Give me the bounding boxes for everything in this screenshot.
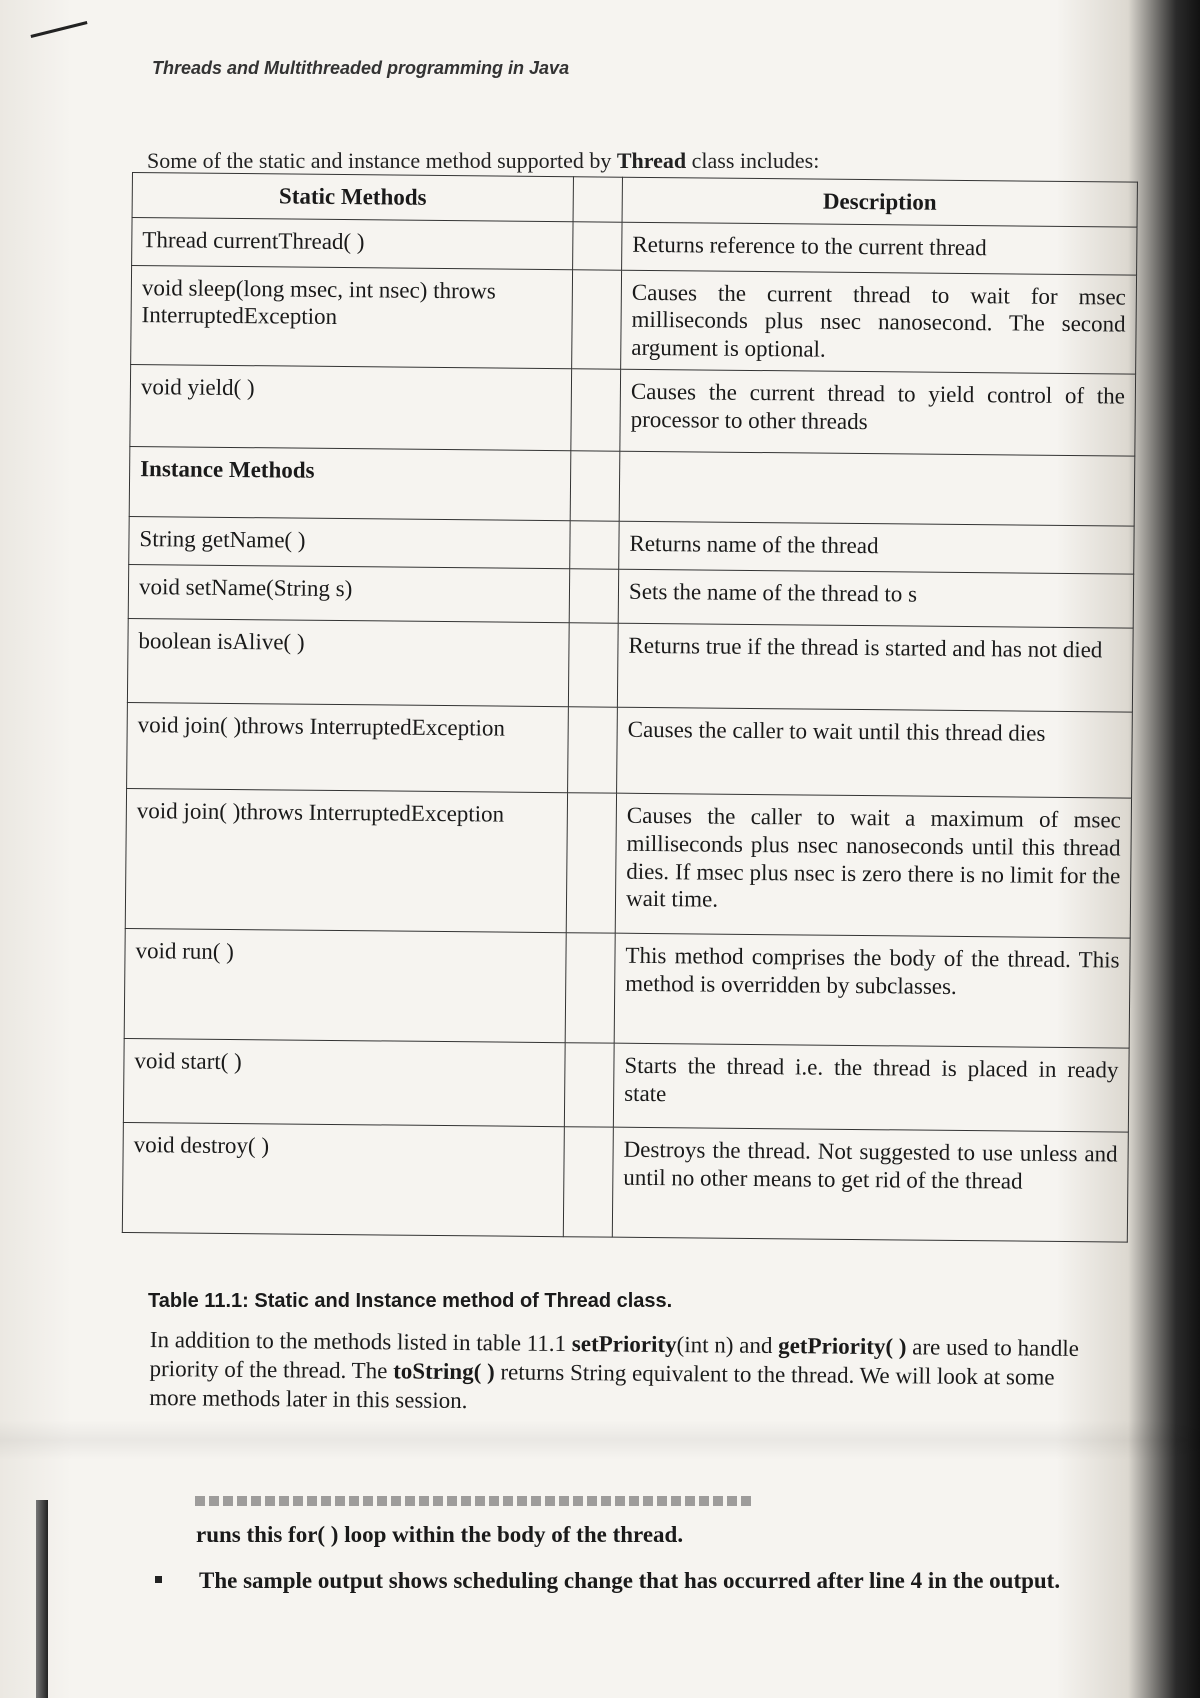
description-cell: Returns name of the thread bbox=[619, 522, 1134, 575]
gap-cell bbox=[564, 1043, 614, 1127]
table-row bbox=[128, 565, 1133, 629]
gap-cell bbox=[565, 933, 615, 1043]
description-cell: Returns reference to the current thread bbox=[622, 222, 1137, 275]
method-cell: void join( )throws InterruptedException bbox=[125, 789, 567, 933]
bullet-item bbox=[155, 1567, 1115, 1595]
para-method-set-priority: setPriority bbox=[571, 1331, 677, 1358]
para-method-to-string: toString( ) bbox=[393, 1358, 495, 1385]
empty-description-cell bbox=[619, 452, 1135, 527]
table-row bbox=[131, 265, 1137, 374]
bullet-icon bbox=[155, 1576, 162, 1583]
description-cell: Causes the caller to wait until this thread dies bbox=[617, 708, 1133, 799]
description-cell: Causes the current thread to yield control of the processor to other threads bbox=[620, 370, 1136, 457]
gap-cell bbox=[569, 569, 619, 623]
method-cell: void run( ) bbox=[124, 929, 566, 1043]
para-text-1: In addition to the methods listed in table 11.1 bbox=[149, 1327, 573, 1357]
description-cell: Causes the current thread to wait for msec milliseconds plus nsec nanosecond. The second argument is optional. bbox=[621, 270, 1137, 375]
gap-cell bbox=[566, 793, 616, 933]
method-cell: void sleep(long msec, int nsec) throws InterruptedException bbox=[131, 265, 573, 369]
table-row bbox=[124, 929, 1130, 1049]
description-cell: Sets the name of the thread to s bbox=[618, 570, 1133, 629]
description-cell: Starts the thread i.e. the thread is placed in ready state bbox=[613, 1044, 1129, 1133]
description-cell: Destroys the thread. Not suggested to use unless and until no other means to get rid of the thread bbox=[612, 1128, 1128, 1243]
method-cell: Thread currentThread( ) bbox=[132, 217, 573, 269]
table-row bbox=[122, 1123, 1128, 1243]
body-paragraph bbox=[149, 1326, 1090, 1421]
method-cell: boolean isAlive( ) bbox=[127, 619, 569, 707]
bullet-text: The sample output shows scheduling change that has occurred after line 4 in the output. bbox=[199, 1568, 1061, 1593]
intro-prefix: Some of the static and instance method supported by bbox=[147, 148, 617, 173]
gap-cell bbox=[568, 707, 618, 793]
pen-mark bbox=[30, 21, 87, 38]
description-header: Description bbox=[622, 177, 1137, 227]
description-cell: Returns true if the thread is started and has not died bbox=[617, 624, 1133, 713]
table-row bbox=[125, 789, 1131, 939]
cut-off-text-line bbox=[195, 1496, 755, 1506]
description-cell: Causes the caller to wait a maximum of msec milliseconds plus nsec nanoseconds until this thread dies. If msec plus nsec is zero there is no limit for the wait time. bbox=[615, 794, 1131, 939]
para-method-get-priority: getPriority( ) bbox=[778, 1333, 907, 1360]
gap-cell bbox=[573, 221, 622, 269]
static-methods-header: Static Methods bbox=[132, 173, 573, 222]
gap-cell bbox=[563, 1127, 613, 1237]
intro-sentence bbox=[147, 148, 819, 174]
method-cell: void setName(String s) bbox=[128, 565, 569, 623]
para-text-3: are used to handle priority of the thread. The bbox=[149, 1334, 1080, 1384]
gap-cell bbox=[570, 451, 620, 521]
intro-class-name: Thread bbox=[616, 148, 687, 173]
gap-cell bbox=[572, 269, 622, 369]
method-cell: void join( )throws InterruptedException bbox=[127, 703, 569, 793]
continuation-line: runs this for( ) loop within the body of the thread. bbox=[196, 1522, 684, 1547]
page-fold bbox=[0, 1420, 1200, 1460]
table-caption: Table 11.1: Static and Instance method of Thread class. bbox=[148, 1290, 673, 1312]
instance-methods-row bbox=[129, 447, 1135, 527]
gap-cell bbox=[568, 623, 618, 707]
binding-shadow bbox=[36, 1500, 48, 1698]
description-cell: This method comprises the body of the thread. This method is overridden by subclasses. bbox=[614, 934, 1130, 1049]
running-header: Threads and Multithreaded programming in Java bbox=[152, 58, 570, 78]
method-cell: String getName( ) bbox=[129, 517, 570, 569]
para-text-4: returns String equivalent to the thread. We will look at some more methods later in this session. bbox=[149, 1359, 1055, 1413]
table-row bbox=[127, 703, 1133, 799]
method-cell: void yield( ) bbox=[130, 365, 572, 451]
gap-cell bbox=[571, 369, 621, 451]
para-text-2: (int n) and bbox=[676, 1332, 779, 1359]
intro-suffix: class includes: bbox=[686, 148, 820, 173]
table-row bbox=[123, 1039, 1129, 1133]
gap-cell bbox=[573, 177, 622, 222]
table-row bbox=[130, 365, 1136, 457]
method-cell: void start( ) bbox=[123, 1039, 565, 1127]
thread-methods-table bbox=[122, 172, 1138, 1243]
method-cell: void destroy( ) bbox=[122, 1123, 564, 1237]
instance-methods-header: Instance Methods bbox=[129, 447, 571, 521]
table-row bbox=[127, 619, 1133, 713]
gap-cell bbox=[570, 521, 619, 569]
